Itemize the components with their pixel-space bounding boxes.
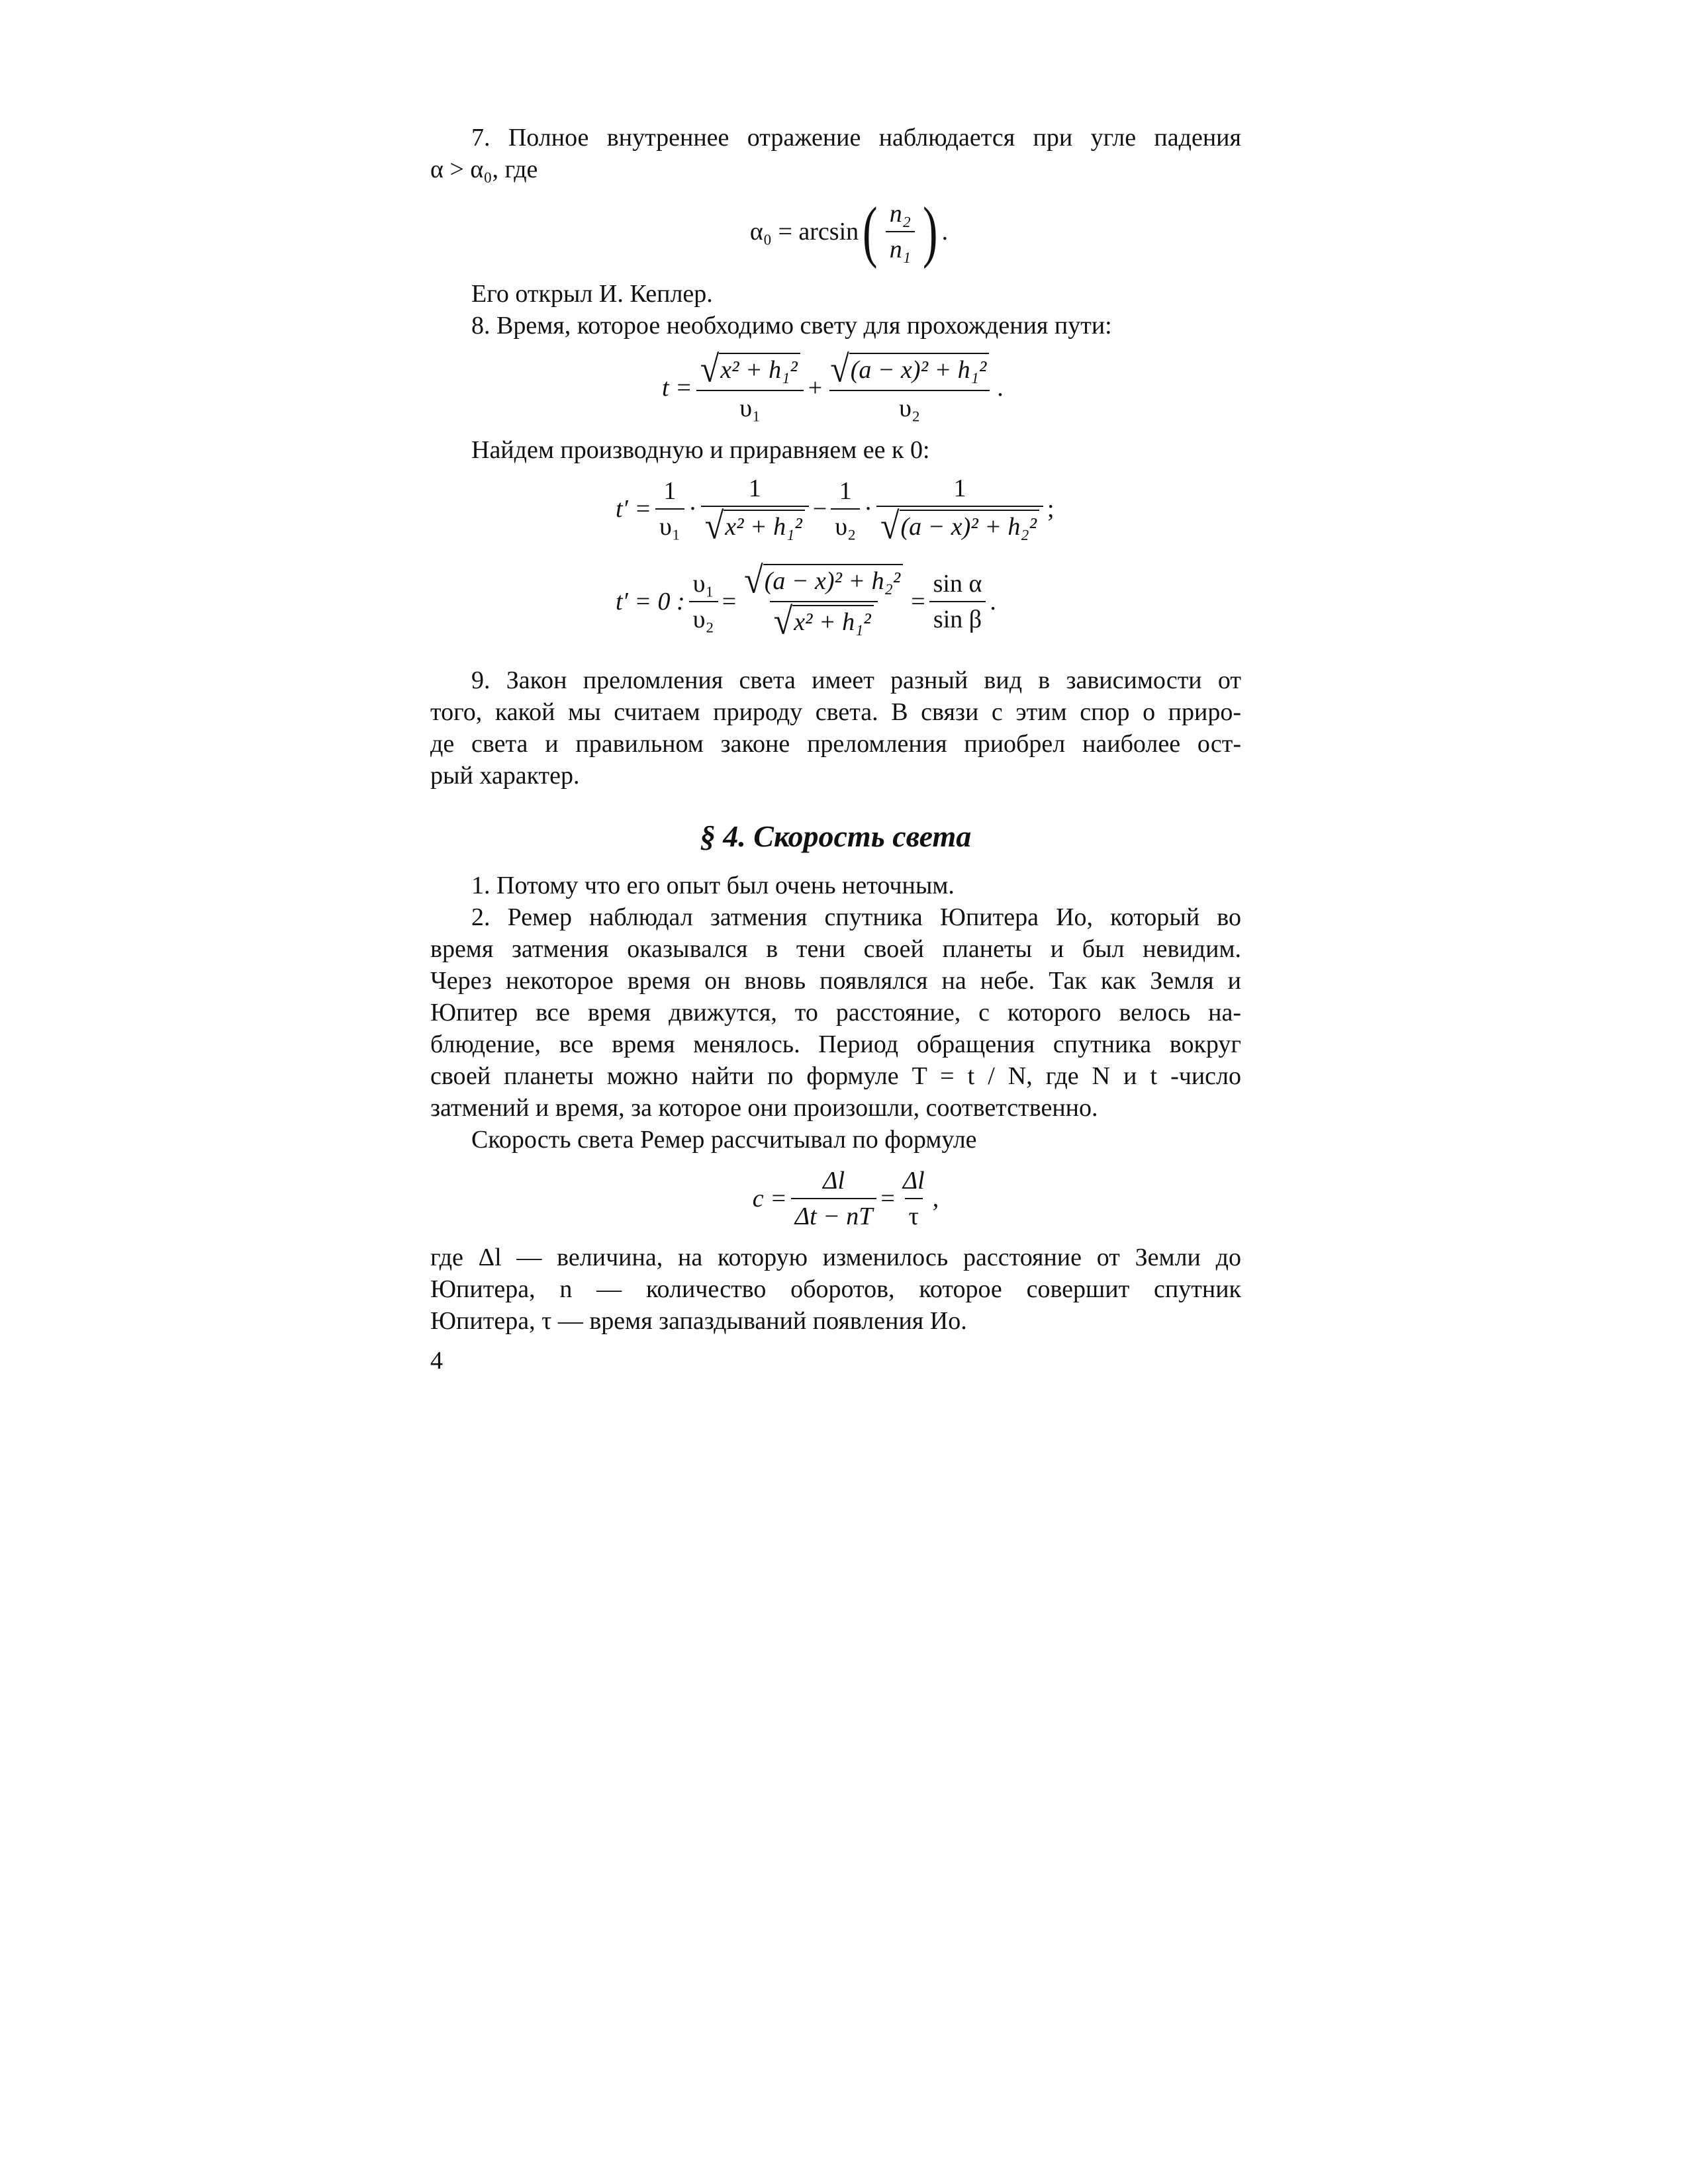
t-den1: υ₁ bbox=[696, 390, 804, 423]
n1: n₁ bbox=[886, 231, 915, 264]
t-plus: + bbox=[808, 374, 823, 402]
d-one-a: 1 bbox=[663, 477, 677, 505]
alpha0-lhs: α₀ = arcsin bbox=[749, 218, 859, 246]
s2-line4: Юпитер все время движутся, то расстояние, с которого велось на- bbox=[430, 999, 1241, 1026]
p9-line3: де света и правильном законе преломления приобрел наиболее ост- bbox=[430, 730, 1241, 758]
d-v2: υ₂ bbox=[831, 508, 860, 541]
t-formula bbox=[430, 341, 1241, 434]
c-lhs: c = bbox=[752, 1185, 787, 1212]
z-den: x² + h₁² bbox=[792, 605, 874, 639]
sqrt-sign: √ bbox=[830, 349, 849, 390]
s2-line2: время затмения оказывался в тени своей планеты и был невидим. bbox=[430, 935, 1241, 963]
alpha0-formula bbox=[457, 185, 1241, 278]
d-lhs: t′ = bbox=[616, 495, 652, 523]
z-sin-a: sin α bbox=[933, 570, 982, 598]
d-one-d: 1 bbox=[953, 475, 966, 502]
derivative-formula bbox=[430, 466, 1241, 552]
derivative-text: Найдем производную и приравняем ее к 0: bbox=[471, 436, 930, 464]
t-frac-1 bbox=[696, 349, 804, 423]
t-frac-2 bbox=[826, 349, 993, 423]
page-number: 4 bbox=[430, 1347, 443, 1375]
final-line2: Юпитера, n — количество оборотов, которое совершит спутник bbox=[430, 1275, 1241, 1303]
c-den2: τ bbox=[905, 1198, 923, 1231]
section-heading: § 4. Скорость света bbox=[700, 819, 972, 853]
c-num2: Δl bbox=[902, 1167, 925, 1195]
t-num2: (a − x)² + h₁² bbox=[849, 353, 989, 387]
d-minus: − bbox=[812, 495, 827, 523]
z-end: . bbox=[990, 588, 996, 615]
n-ratio bbox=[886, 199, 915, 264]
z-sin-b: sin β bbox=[929, 601, 986, 634]
s2-line1: 2. Ремер наблюдал затмения спутника Юпитера Ио, который во bbox=[471, 903, 1241, 931]
t-lhs: t = bbox=[662, 374, 692, 402]
c-eq: = bbox=[880, 1185, 895, 1212]
z-v2: υ₂ bbox=[689, 601, 718, 634]
n2: n₂ bbox=[889, 200, 912, 228]
p7-kepler: Его открыл И. Кеплер. bbox=[471, 280, 713, 308]
c-num1: Δl bbox=[823, 1167, 845, 1195]
dot-operator: · bbox=[688, 495, 697, 523]
c-end: , bbox=[932, 1185, 939, 1212]
c-den1: Δt − nT bbox=[791, 1198, 877, 1231]
sqrt-sign: √ bbox=[744, 560, 763, 602]
t-end: . bbox=[997, 374, 1004, 402]
t-num1: x² + h₁² bbox=[719, 353, 800, 387]
p9-line4: рый характер. bbox=[430, 762, 580, 790]
final-line1: где Δl — величина, на которую изменилось расстояние от Земли до bbox=[430, 1244, 1241, 1271]
s2-line6: своей планеты можно найти по формуле T = t / N, где N и t -число bbox=[430, 1062, 1241, 1090]
right-paren: ) bbox=[923, 193, 938, 269]
z-eq-2: = bbox=[911, 588, 925, 615]
z-num: (a − x)² + h₂² bbox=[763, 564, 903, 598]
d-end: ; bbox=[1047, 495, 1055, 523]
romer-text: Скорость света Ремер рассчитывал по формуле bbox=[471, 1126, 977, 1154]
z-lhs: t′ = 0 : bbox=[616, 588, 685, 615]
z-v1: υ₁ bbox=[692, 570, 714, 598]
p7-line1: 7. Полное внутреннее отражение наблюдается при угле падения bbox=[471, 124, 1241, 152]
d-rad1: x² + h₁² bbox=[724, 510, 805, 544]
text-column bbox=[430, 0, 1241, 1377]
s2-line3: Через некоторое время он вновь появлялся на небе. Так как Земля и bbox=[430, 967, 1241, 995]
zero-formula bbox=[430, 552, 1241, 651]
left-paren: ( bbox=[863, 193, 878, 269]
sqrt-sign: √ bbox=[773, 601, 793, 643]
sqrt-sign: √ bbox=[700, 349, 720, 390]
d-rad2: (a − x)² + h₂² bbox=[900, 510, 1039, 544]
t-den2: υ₂ bbox=[829, 390, 990, 423]
alpha0-end: . bbox=[941, 218, 949, 246]
sqrt-sign: √ bbox=[704, 506, 724, 547]
s1-text: 1. Потому что его опыт был очень неточным. bbox=[471, 872, 955, 899]
p7-line2: α > α₀, где bbox=[430, 156, 538, 183]
final-line3: Юпитера, τ — время запаздываний появления Ио. bbox=[430, 1307, 967, 1335]
s2-line7: затмений и время, за которое они произошли, соответственно. bbox=[430, 1094, 1098, 1122]
dot-operator: · bbox=[864, 495, 872, 523]
d-one-b: 1 bbox=[748, 475, 761, 502]
p9-line1: 9. Закон преломления света имеет разный вид в зависимости от bbox=[471, 666, 1241, 694]
p9-line2: того, какой мы считаем природу света. В связи с этим спор о приро- bbox=[430, 698, 1241, 726]
p8-text: 8. Время, которое необходимо свету для прохождения пути: bbox=[471, 312, 1112, 340]
s2-line5: блюдение, все время менялось. Период обращения спутника вокруг bbox=[430, 1030, 1241, 1058]
speed-formula bbox=[450, 1156, 1241, 1242]
d-one-c: 1 bbox=[839, 477, 852, 505]
d-v1: υ₁ bbox=[655, 508, 684, 541]
z-eq-1: = bbox=[722, 588, 737, 615]
sqrt-sign: √ bbox=[880, 506, 900, 547]
